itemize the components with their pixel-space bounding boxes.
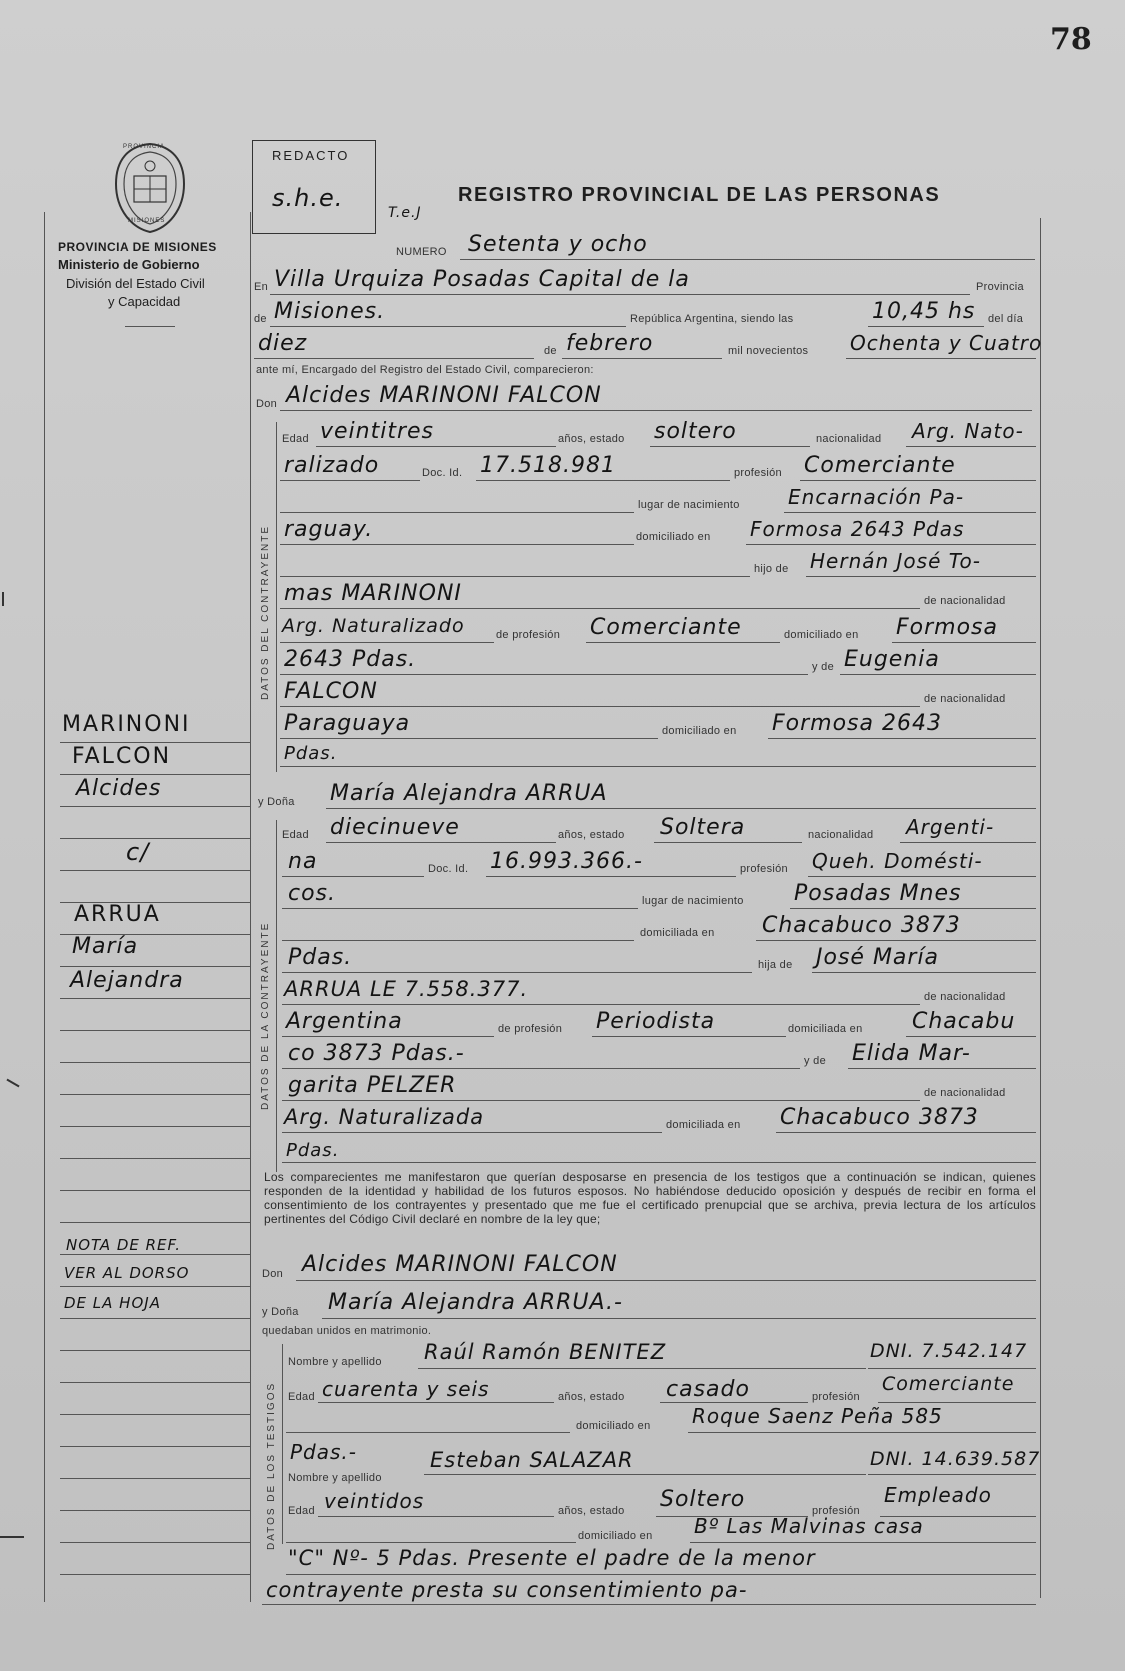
contrayenta-nacionalidad-1: Argenti-	[906, 815, 995, 839]
contrayente-padre-dom-2: 2643 Pdas.	[284, 647, 417, 672]
anio-line	[846, 358, 1036, 359]
hija-de-label: hija de	[758, 959, 793, 971]
decl-dona-value: María Alejandra ARRUA.-	[328, 1290, 623, 1315]
t2-nombre: Esteban SALAZAR	[430, 1448, 634, 1472]
margin-rule	[60, 774, 250, 775]
t2-doc: DNI. 14.639.587	[870, 1448, 1041, 1470]
margin-rule	[60, 1062, 250, 1063]
contrayente-madre-dom-2: Pdas.	[284, 743, 338, 764]
margin-rule	[60, 998, 250, 999]
issuer-division: División del Estado Civil	[66, 276, 205, 291]
edad-label: Edad	[282, 433, 309, 445]
contrayenta-lugar: Posadas Mnes	[794, 881, 962, 906]
contrayente-lugar-2: raguay.	[284, 517, 374, 542]
margin-rule	[60, 1030, 250, 1031]
contrayente-nombre-line	[280, 410, 1032, 411]
contrayente-edad: veintitres	[320, 419, 435, 444]
margin-name-line-6: María	[72, 934, 139, 959]
margin-border-left	[44, 212, 45, 1602]
de-mes-label: de	[544, 345, 557, 357]
edge-mark-3	[0, 1536, 24, 1538]
contrayente-profesion: Comerciante	[804, 453, 956, 478]
decl-don-value: Alcides MARINONI FALCON	[302, 1252, 618, 1277]
contrayente-domicilio: Formosa 2643 Pdas	[750, 517, 965, 541]
contrayenta-doc: 16.993.366.-	[490, 849, 643, 874]
margin-rule	[60, 1158, 250, 1159]
t1-profesion: Comerciante	[882, 1373, 1015, 1395]
margin-rule	[60, 1254, 250, 1255]
en-label: En	[254, 281, 269, 293]
issuer-capacity: y Capacidad	[108, 294, 181, 309]
t2-domicilio-1: Bº Las Malvinas casa	[694, 1514, 924, 1538]
redacto-mark: T.e.J	[388, 205, 422, 221]
page-number: 78	[1050, 22, 1092, 57]
contrayenta-de-prof-label: de profesión	[498, 1023, 563, 1035]
t1-anos-label: años, estado	[558, 1391, 625, 1403]
contrayenta-nombre: María Alejandra ARRUA	[330, 781, 608, 806]
margin-rule	[60, 1350, 250, 1351]
provincia-label: Provincia	[976, 281, 1024, 293]
contrayenta-padre-dom-1: Chacabu	[912, 1009, 1016, 1034]
contrayenta-profesion-2: cos.	[288, 881, 337, 906]
margin-rule	[60, 806, 250, 807]
contrayenta-padre-2: ARRUA LE 7.558.377.	[284, 977, 529, 1001]
issuer-province: PROVINCIA DE MISIONES	[58, 240, 217, 254]
registry-title: REGISTRO PROVINCIAL DE LAS PERSONAS	[458, 184, 941, 206]
hijo-de-label: hijo de	[754, 563, 789, 575]
margin-rule	[60, 1318, 250, 1319]
margin-rule	[60, 870, 250, 871]
contrayenta-lugar-label: lugar de nacimiento	[642, 895, 744, 907]
contrayenta-edad: diecinueve	[330, 815, 460, 840]
mes-value: febrero	[566, 331, 654, 356]
contrayente-padre-nac: Arg. Naturalizado	[282, 615, 465, 637]
margin-rule	[60, 1190, 250, 1191]
t2-prof-label: profesión	[812, 1505, 860, 1517]
margin-border-right	[250, 212, 251, 1602]
t1-nombre-label: Nombre y apellido	[288, 1356, 382, 1368]
contrayenta-madre-nac: Arg. Naturalizada	[284, 1105, 485, 1129]
t2-edad-label: Edad	[288, 1505, 315, 1517]
margin-rule	[60, 1286, 250, 1287]
margin-name-line-3: Alcides	[76, 776, 162, 801]
t1-edad: cuarenta y seis	[322, 1377, 490, 1401]
contrayenta-bracket	[276, 820, 277, 1172]
de-nacionalidad-label: de nacionalidad	[924, 595, 1006, 607]
domiciliado-label: domiciliado en	[636, 531, 711, 543]
form-border-right	[1040, 218, 1041, 1598]
t1-domicilio-2: Pdas.-	[290, 1440, 358, 1464]
margin-name-line-1: MARINONI	[62, 712, 191, 737]
margin-rule	[60, 1222, 250, 1223]
contrayente-padre-prof: Comerciante	[590, 615, 742, 640]
margin-rule	[60, 1414, 250, 1415]
t1-prof-label: profesión	[812, 1391, 860, 1403]
contrayenta-padre-prof: Periodista	[596, 1009, 716, 1034]
nacionalidad-label: nacionalidad	[816, 433, 882, 445]
padre-domiciliado-label: domiciliado en	[784, 629, 859, 641]
margin-name-line-2: FALCON	[72, 744, 172, 769]
contrayente-nacionalidad-1: Arg. Nato-	[912, 419, 1024, 443]
margin-rule	[60, 1510, 250, 1511]
t2-anos-label: años, estado	[558, 1505, 625, 1517]
madre-nacionalidad-label: de nacionalidad	[924, 693, 1006, 705]
margin-name-line-7: Alejandra	[70, 968, 184, 993]
margin-rule	[60, 1094, 250, 1095]
contrayente-madre-1: Eugenia	[844, 647, 940, 672]
t2-dom-label: domiciliado en	[578, 1530, 653, 1542]
contrayenta-nacionalidad-2: na	[288, 849, 318, 874]
provincia-line	[270, 326, 626, 327]
contrayenta-padre-1: José María	[816, 945, 940, 970]
anos-label: años, estado	[558, 433, 625, 445]
contrayenta-prof-label: profesión	[740, 863, 788, 875]
ante-mi-label: ante mí, Encargado del Registro del Estado Civil, comparecieron:	[256, 364, 594, 376]
margin-note-line-1: NOTA DE REF.	[66, 1236, 182, 1254]
lugar-nacimiento-label: lugar de nacimiento	[638, 499, 740, 511]
republica-label: República Argentina, siendo las	[630, 313, 794, 325]
seal-bottom-text: MISIONES	[128, 218, 166, 224]
contrayenta-edad-label: Edad	[282, 829, 309, 841]
contrayenta-madre-2: garita PELZER	[288, 1073, 457, 1098]
t1-nombre: Raúl Ramón BENITEZ	[424, 1340, 667, 1364]
margin-name-line-5: ARRUA	[74, 902, 161, 927]
testigos-bracket	[282, 1344, 283, 1544]
dona-label: y Doña	[258, 796, 295, 808]
margin-note-line-3: DE LA HOJA	[64, 1294, 161, 1312]
contrayente-madre-2: FALCON	[284, 679, 378, 704]
t2-domicilio-3: contrayente presta su consentimiento pa-	[266, 1578, 748, 1602]
contrayente-madre-dom-1: Formosa 2643	[772, 711, 942, 736]
t1-doc: DNI. 7.542.147	[870, 1340, 1028, 1362]
margin-note-line-2: VER AL DORSO	[64, 1264, 190, 1282]
contrayenta-madre-dom-1: Chacabuco 3873	[780, 1105, 979, 1130]
lugar-acta-value: Villa Urquiza Posadas Capital de la	[274, 267, 690, 292]
issuer-ministry: Ministerio de Gobierno	[58, 257, 200, 272]
en-line	[270, 294, 970, 295]
margin-rule	[60, 1574, 250, 1575]
decl-dona-label: y Doña	[262, 1306, 299, 1318]
margin-rule	[60, 1542, 250, 1543]
contrayente-nacionalidad-2: ralizado	[284, 453, 380, 478]
contrayenta-de-nac-label: de nacionalidad	[924, 991, 1006, 1003]
contrayenta-padre-dom-label: domiciliada en	[788, 1023, 863, 1035]
contrayente-madre-nac: Paraguaya	[284, 711, 411, 736]
margin-rule	[60, 838, 250, 839]
margin-rule	[60, 742, 250, 743]
contrayenta-y-de-label: y de	[804, 1055, 826, 1067]
contrayente-nombre: Alcides MARINONI FALCON	[286, 383, 602, 408]
contrayenta-madre-dom-label: domiciliada en	[666, 1119, 741, 1131]
numero-line	[460, 259, 1035, 260]
dia-value: diez	[258, 331, 308, 356]
contrayente-padre-2: mas MARINONI	[284, 581, 462, 606]
margin-rule	[60, 1382, 250, 1383]
edge-mark-2	[6, 1079, 19, 1088]
contrayente-padre-dom-1: Formosa	[896, 615, 998, 640]
unidos-label: quedaban unidos en matrimonio.	[262, 1325, 432, 1337]
contrayenta-madre-dom-2: Pdas.	[286, 1140, 340, 1161]
doc-label: Doc. Id.	[422, 467, 463, 479]
contrayenta-domicilio-1: Chacabuco 3873	[762, 913, 961, 938]
decl-don-label: Don	[262, 1268, 284, 1280]
contrayenta-profesion-1: Queh. Domésti-	[812, 849, 983, 873]
t1-domicilio-1: Roque Saenz Peña 585	[692, 1404, 943, 1428]
del-dia-label: del día	[988, 313, 1024, 325]
margin-rule	[60, 1446, 250, 1447]
redacto-label: REDACTO	[272, 148, 350, 163]
margin-rule	[60, 966, 250, 967]
contrayente-estado: soltero	[654, 419, 737, 444]
dia-line	[254, 358, 534, 359]
mil-label: mil novecientos	[728, 345, 809, 357]
margin-rule	[60, 1126, 250, 1127]
contrayenta-estado: Soltera	[660, 815, 746, 840]
de-profesion-label: de profesión	[496, 629, 561, 641]
contrayenta-section-label: DATOS DE LA CONTRAYENTE	[260, 921, 271, 1110]
seal-top-text: PROVINCIA	[123, 144, 166, 150]
provincia-value: Misiones.	[274, 299, 386, 324]
profesion-label: profesión	[734, 467, 782, 479]
numero-label: NUMERO	[396, 246, 447, 258]
t1-dom-label: domiciliado en	[576, 1420, 651, 1432]
testigos-section-label: DATOS DE LOS TESTIGOS	[266, 1381, 277, 1550]
t2-edad: veintidos	[324, 1489, 425, 1513]
contrayente-doc: 17.518.981	[480, 453, 616, 478]
t1-estado: casado	[666, 1377, 750, 1402]
t2-nombre-label: Nombre y apellido	[288, 1472, 382, 1484]
t2-domicilio-2: "C" Nº- 5 Pdas. Presente el padre de la menor	[288, 1546, 816, 1570]
contrayente-lugar-1: Encarnación Pa-	[788, 485, 965, 509]
contrayenta-anos-label: años, estado	[558, 829, 625, 841]
t1-edad-label: Edad	[288, 1391, 315, 1403]
numero-value: Setenta y ocho	[468, 232, 648, 257]
margin-rule	[60, 1478, 250, 1479]
contrayente-section-label: DATOS DEL CONTRAYENTE	[260, 525, 271, 700]
issuer-underline	[125, 326, 175, 327]
hora-value: 10,45 hs	[872, 299, 976, 324]
contrayenta-doc-label: Doc. Id.	[428, 863, 469, 875]
don-label: Don	[256, 398, 278, 410]
redacto-initials: s.h.e.	[272, 184, 344, 212]
contrayente-bracket	[276, 422, 277, 772]
hora-line	[868, 326, 984, 327]
contrayenta-madre-nac-label: de nacionalidad	[924, 1087, 1006, 1099]
contrayenta-madre-1: Elida Mar-	[852, 1041, 971, 1066]
contrayenta-padre-dom-2: co 3873 Pdas.-	[288, 1041, 465, 1066]
y-de-label: y de	[812, 661, 834, 673]
contrayenta-domicilio-2: Pdas.	[288, 945, 353, 970]
t2-estado: Soltero	[660, 1487, 746, 1512]
mes-line	[562, 358, 722, 359]
contrayenta-nac-label: nacionalidad	[808, 829, 874, 841]
contrayente-padre-1: Hernán José To-	[810, 549, 981, 573]
contrayenta-padre-nac: Argentina	[286, 1009, 403, 1034]
t2-profesion: Empleado	[884, 1483, 992, 1507]
margin-name-line-4: c/	[126, 838, 150, 866]
madre-domiciliado-label: domiciliado en	[662, 725, 737, 737]
de-label: de	[254, 313, 267, 325]
declaracion-text: Los comparecientes me manifestaron que querían desposarse en presencia de los testigos que a continuación se indican, quienes responden de la identidad y habilidad de los futuros esposos. No habiéndose deducido oposición y después de recibir en forma el consentimiento de los contrayentes y presentado que me fue el certificado prenupcial que se archiva, previa lectura de los artículos pertinentes del Código Civil declaré en nombre de la ley que;	[264, 1170, 1036, 1226]
anio-value: Ochenta y Cuatro	[850, 331, 1043, 355]
contrayenta-dom-label: domiciliada en	[640, 927, 715, 939]
edge-mark-1	[2, 592, 14, 606]
